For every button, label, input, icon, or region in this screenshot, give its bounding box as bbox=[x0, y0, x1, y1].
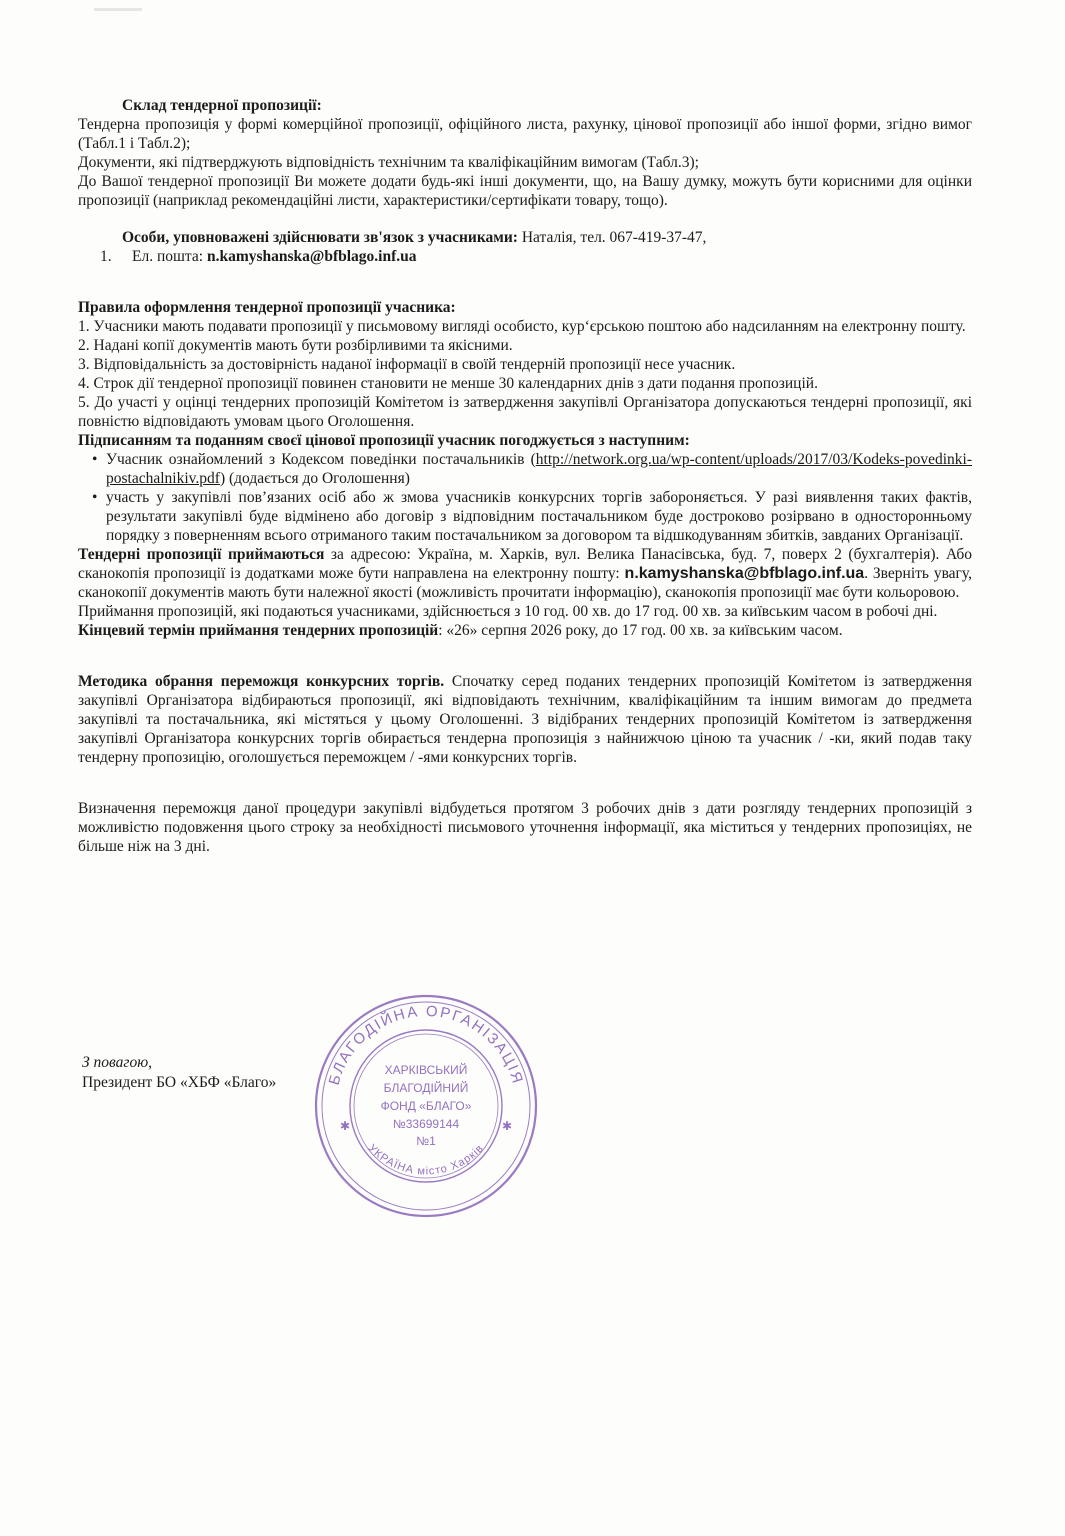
contacts-label: Особи, уповноважені здійснювати зв'язок з учасниками: bbox=[122, 229, 518, 246]
composition-line-1: Тендерна пропозиція у формі комерційної пропозиції, офіційного листа, рахунку, цінової пропозиції або іншої форми, згідно вимог (Табл.1 і Табл.2); bbox=[78, 116, 972, 152]
acceptance-paragraph: Тендерні пропозиції приймаються за адресою: Україна, м. Харків, вул. Велика Панасівська, буд. 7, поверх 2 (бухгалтерія). Або сканокопія пропозиції із додатками може бути направлена на електронну пошту: n.kamyshanska@bfblago.inf.ua. Зверніть увагу, сканокопії документів мають бути належної якості (можливість прочитати інформацію), сканокопія пропозиції має бути кольоровою. bbox=[78, 546, 973, 601]
agreement-bullet-code: • Учасник ознайомлений з Кодексом поведінки постачальників (http://network.org.ua/wp-content/uploads/2017/03/Kodeks-povedinki-postachalnikiv.pdf) (додається до Оголошення) bbox=[92, 451, 972, 487]
agreement-heading: Підписанням та поданням своєї цінової пропозиції учасник погоджується з наступним: bbox=[78, 432, 690, 449]
seal-line-2: БЛАГОДІЙНИЙ bbox=[383, 1081, 469, 1095]
contacts-email-line: 1. Ел. пошта: n.kamyshanska@bfblago.inf.ua bbox=[100, 248, 417, 265]
organization-seal bbox=[310, 990, 542, 1222]
seal-ring-text: БЛАГОДІЙНА ОРГАНІЗАЦІЯ bbox=[325, 1002, 527, 1087]
seal-star-icon: ✱ bbox=[340, 1119, 351, 1133]
regards-text: З повагою, bbox=[82, 1054, 153, 1071]
rule-item: 5. До участі у оцінці тендерних пропозицій Комітетом із затвердження закупівлі Організатора допускаються тендерні пропозиції, які повністю відповідають умовам цього Оголошення. bbox=[78, 394, 972, 430]
acceptance-hours: Приймання пропозицій, які подаються учасниками, здійснюється з 10 год. 00 хв. до 17 год. 00 хв. за київським часом в робочі дні. bbox=[78, 603, 938, 620]
agreement-bullet-collusion: • участь у закупівлі пов’язаних осіб або ж змова учасників конкурсних торгів забороняється. У разі виявлення таких фактів, результати закупівлі буде відмінено або договір з відповідним постачальником буде достроково розірвано в односторонньому порядку з поверненням всього отриманого таким постачальником за договором та відшкодуванням збитків, завданих Організації. bbox=[92, 489, 972, 544]
contact-email[interactable]: n.kamyshanska@bfblago.inf.ua bbox=[206, 248, 417, 265]
signature-block bbox=[82, 1053, 276, 1093]
rule-item: 4. Строк дії тендерної пропозиції повинен становити не менше 30 календарних днів з дати подання пропозицій. bbox=[78, 375, 818, 392]
code-of-conduct-link[interactable]: http://network.org.ua/wp-content/uploads/2017/03/Kodeks-povedinki-postachalnikiv.pdf bbox=[106, 451, 972, 487]
agreement-list bbox=[78, 450, 972, 545]
rule-item: 1. Учасники мають подавати пропозиції у письмовому вигляді особисто, кур‘єрською поштою або надсиланням на електронну пошту. bbox=[78, 318, 966, 335]
acceptance-email[interactable]: n.kamyshanska@bfblago.inf.ua bbox=[624, 565, 865, 582]
seal-bottom-text: УКРАЇНА місто Харків bbox=[365, 1142, 487, 1178]
seal-code: №33699144 bbox=[392, 1117, 460, 1131]
bullet-icon: • bbox=[92, 489, 98, 506]
composition-line-3: До Вашої тендерної пропозиції Ви можете додати будь-які інші документи, що, на Вашу думку, можуть бути корисними для оцінки пропозиції (наприклад рекомендаційні листи, характеристики/сертифікати товару, тощо). bbox=[78, 173, 972, 209]
deadline-line: Кінцевий термін приймання тендерних пропозицій: «26» серпня 2026 року, до 17 год. 00 хв. за київським часом. bbox=[78, 622, 843, 639]
contacts-value: Наталія, тел. 067-419-37-47, bbox=[517, 229, 707, 246]
signatory-position: Президент БО «ХБФ «Благо» bbox=[82, 1074, 277, 1091]
contacts-line bbox=[78, 228, 972, 247]
seal-star-icon: ✱ bbox=[502, 1119, 513, 1133]
seal-number: №1 bbox=[416, 1134, 436, 1148]
scan-artifact bbox=[94, 8, 142, 11]
determination-paragraph: Визначення переможця даної процедури закупівлі відбудеться протягом 3 робочих днів з дати розгляду тендерних пропозицій з можливістю подовження цього строку за необхідності письмового уточнення інформації, яка міститься у тендерних пропозиціях, не більше ніж на 3 дні. bbox=[78, 800, 972, 855]
section-heading-composition: Склад тендерної пропозиції: bbox=[122, 97, 322, 114]
rules-heading: Правила оформлення тендерної пропозиції учасника: bbox=[78, 299, 456, 316]
seal-line-1: ХАРКІВСЬКИЙ bbox=[384, 1063, 468, 1077]
bullet-icon: • bbox=[92, 451, 98, 468]
seal-line-3: ФОНД «БЛАГО» bbox=[380, 1099, 472, 1113]
composition-line-2: Документи, які підтверджують відповідність технічним та кваліфікаційним вимогам (Табл.3); bbox=[78, 154, 699, 171]
rule-item: 3. Відповідальність за достовірність наданої інформації в своїй тендерній пропозиції несе учасник. bbox=[78, 356, 736, 373]
method-paragraph: Методика обрання переможця конкурсних торгів. Спочатку серед поданих тендерних пропозицій Комітетом із затвердження закупівлі Організатора відбираються пропозиції, які відповідають технічним, кваліфікаційним та іншим вимогам до предмета закупівлі та постачальника, які містяться у цьому Оголошенні. З відібраних тендерних пропозицій Комітетом із затвердження закупівлі Організатора конкурсних торгів обирається тендерна пропозиція з найнижчою ціною та учасник / -ки, який подав таку тендерну пропозицію, оголошується переможцем / -ями конкурсних торгів. bbox=[78, 673, 972, 766]
rule-item: 2. Надані копії документів мають бути розбірливими та якісними. bbox=[78, 337, 513, 354]
document-body bbox=[78, 96, 972, 856]
